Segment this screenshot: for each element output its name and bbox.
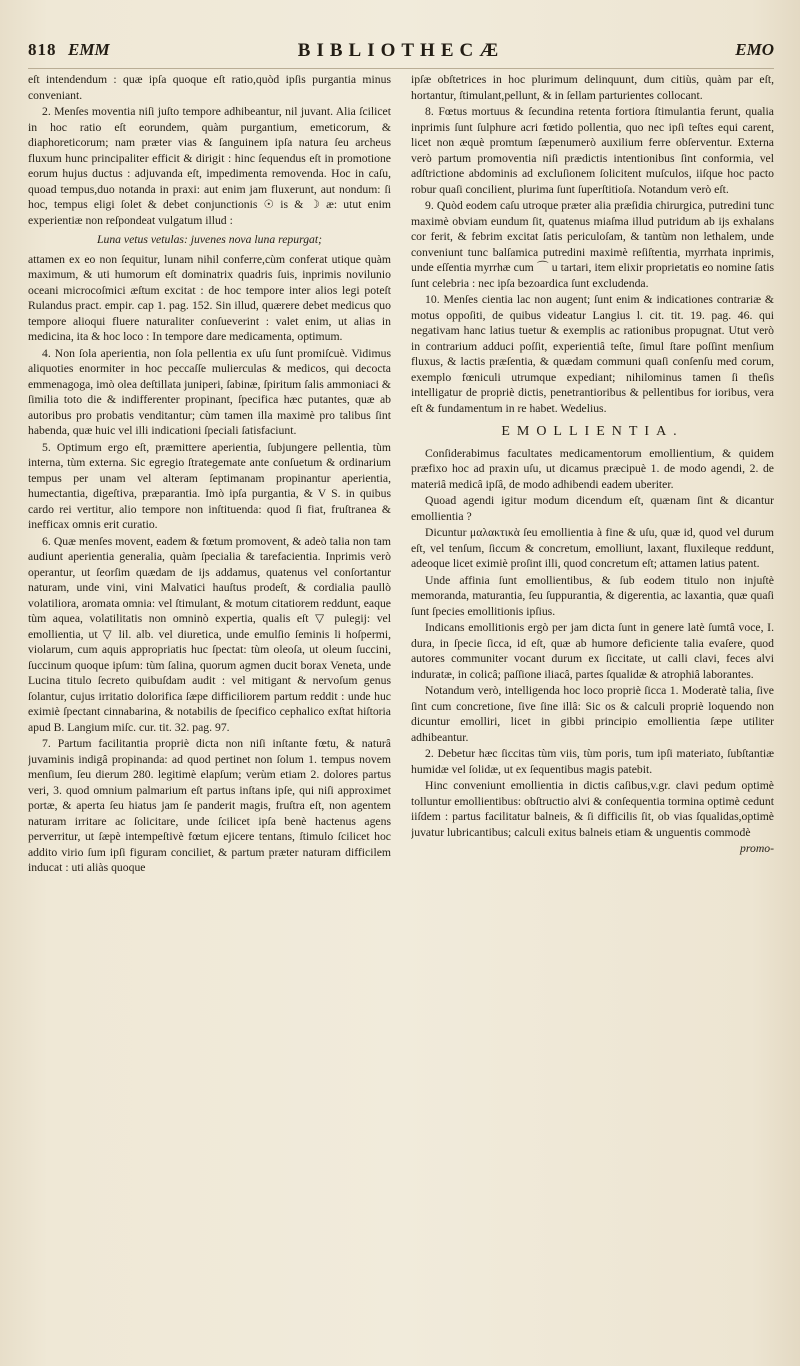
verse-line: Luna vetus vetulas: juvenes nova luna repurgat; [96,233,323,246]
paragraph: Hinc conveniunt emollientia in dictis caſibus,v.gr. clavi pedum optimè tolluntur emollientibus: obſtructio alvi & conſequentia tormina optimè cedunt iiſdem : partus facilitatur balneis, & ſi difficilis ſit, ob vias ſqualidas,optimè juvatur lubricantibus; calculi exitus balneis etiam & unguentis commodè [411,779,774,839]
left-column [28,72,391,1342]
paragraph: Indicans emollitionis ergò per jam dicta ſunt in genere latè ſumtâ voce, I. dura, in ſpecie ſicca, id eſt, quæ ab humore deficiente talia evaſere, quod autores communiter vocant durum ex ſiccitate, ut calli clavi, feces alvi induratæ, in colicâ; paſſione iliacâ, partes ſqualidæ & atrophiâ laborantes. [411,621,774,681]
paragraph: 9. Quòd eodem caſu utroque præter alia præſidia chirurgica, putredini tunc maximè obviam eundum ſit, quatenus miaſma illud putridum ab ijs exhalans cor ferit, & febrim excitat ſatis periculoſam, & tantùm non lethalem, unde conveniunt tunc balſamica putredini maximè reſiſtentia, myrrhata inprimis, unde eſſentia myrrhæ cum ⌒ u tartari, item elixir proprietatis eo nomine ſatis ſunt celebria : nec ipſa bezoardica ſunt excludenda. [411,199,774,290]
header-rule [28,68,774,69]
paragraph: 4. Non ſola aperientia, non ſola pellentia ex uſu ſunt promiſcuè. Vidimus aliquoties enormiter in hoc peccaſſe mulierculas & medicos, qui decocta emmenagoga, imò olea deſtillata juniperi, ſabinæ, ſpiritum ſalis ammoniaci & ſimilia toto die & indifferenter propinant, ſpecifica hæc putantes, quæ ab autoribus pro probatis venditantur; cùm tamen illa maximè pro talibus ſint habenda, quæ huic vel illi indicationi ſpeciali ſatisfaciunt. [28,346,391,437]
paragraph: 6. Quæ menſes movent, eadem & fœtum promovent, & adeò talia non tam audiunt aperientia generalia, quàm ſpecialia & tarefacientia. Inprimis verò operantur, ut ſeorſim quædam de ijs addamus, quatenus vel conſortantur naturam, unde vini, vini Malvatici hauſtus prodeſt, & cordialia paullò volatiliora, aromata omnia: vel ſtimulant, & motum citatiorem reddunt, eaque tùm aquea, volatilitatis non omninò expertia, qualis eſt ▽ pulegij: vel emollientia, ut ▽ lil. alb. vel diuretica, unde emulſio ſeminis li hoſpermi, violarum, cum aquis appropriatis huc ſpectat: tùm oleoſa, ut oleum ſuccini, ſuccinum quoque ipſum: tùm ſalina, quorum agmen ducit borax Veneta, unde Lucina titulo ſecreto quibuſdam audit : vel mitigant & nervoſum genus ſolantur, cujus irritatio dolorifica ſæpe difficiliorem partum reddit : unde huc eximiè ſpectant cinnabarina, & notabilis de ſpecifico cephalico exſtat hiſtoria apud B. Langium miſc. cur. tit. 32. pag. 97. [28,534,391,734]
paragraph: 10. Menſes cientia lac non augent; ſunt enim & indicationes contrariæ & motus oppoſiti, de quibus videatur Langius l. cit. tit. 19. pag. 46. qui negativam hanc latius tuetur & exemplis ac rationibus propugnat. Utut verò in contrarium adduci poſſit, experientiâ teſte, ſimul ſtare poſſint menſium fluxus, & lactis præſentia, & quædam communi quaſi conſenſu med corum, exemplo fœniculi utrumque expediant; nihilominus tamen ſi theſis intelligatur de propriè dictis, penetrantioribus & pellentibus for ioribus, vera eſt & fundamentum in re habet. Wedelius. [411,293,774,415]
section-heading: EMOLLIENTIA. [501,424,684,439]
two-column-body [28,72,774,1342]
paragraph: 2. Debetur hæc ſiccitas tùm viis, tùm poris, tum ipſi materiato, ſubſtantiæ humidæ vel ſolidæ, ut ex ſequentibus magis patebit. [411,747,774,776]
paragraph: 7. Partum facilitantia propriè dicta non niſi inſtante fœtu, & naturâ juvaminis indigâ propinanda: ad quod pertinet non ſolum 1. tempus novem menſium, ſeu dierum 280. legitimè elapſum; verùm etiam 2. dolores partus veri, 3. quod omnium palmarium eſt partus inſtans ipſe, qui niſi approximet portæ, & aperta ſeu hiatus jam ſe panderit magis, fruſtra eſt, non agentem naturam irritare ac ſolicitare, unde ſcilicet ipſa benè hactenus agens perverritur, ut ſæpè intempeſtivè fœtum ejicere tentans, ſtimulo ſcilicet hoc addito virio ſum ipſi figuram conciliet, & partum præter naturam difficilem inducat : uti aliàs quoque [28,737,391,874]
paragraph: Quoad agendi igitur modum dicendum eſt, quænam ſint & dicantur emollientia ? [411,494,774,523]
paragraph: Notandum verò, intelligenda hoc loco propriè ſicca 1. Moderatè talia, ſive ſint cum concretione, ſive ſine illâ: Sic os & calculi propriè loquendo non dicuntur emolliri, licet in gibbi principio emollientia ſæpe utiliter adhibeantur. [411,684,774,744]
paragraph: 2. Menſes moventia niſi juſto tempore adhibeantur, nil juvant. Alia ſcilicet in hoc ratio eſt eorundem, quàm purgantium, emeticorum, & diaphoreticorum; nam præter vias & ſanguinem ipſa natura ſeu archeus fluxum hunc principaliter efficit & dirigit : hinc ſequendus eſt in promotione eorum hujus ductus : adjuvanda eſt, impedimenta removenda. Hoc in caſu, quoad tempus,duo notanda in praxi: aut enim jam fluxerunt, aut nondum: ſi hoc, tempus eligi ſolet & debet conjunctionis ☉ is & ☽ æ: utut enim experientiæ non reſpondeat vulgatum illud : [28,105,391,227]
right-column [411,72,774,1342]
paragraph: eſt intendendum : quæ ipſa quoque eſt ratio,quòd ipſis purgantia minus conveniant. [28,73,391,102]
paragraph: 5. Optimum ergo eſt, præmittere aperientia, ſubjungere pellentia, tùm interna, tùm externa. Sic egregio ſtrategemate ante conſuetum & ordinarium tempus per unam vel alteram ſeptimanam propinantur aperientia, humectantia, digeſtiva, præparantia. Imò ipſa purgantia, & V S. in quibus cardo rei vertitur, alio tempore non inſtituenda: quod ſi fiat, fruſtranea & inefficax omnis erit curatio. [28,440,391,531]
header-title: BIBLIOTHECÆ [297,40,505,61]
paragraph: attamen ex eo non ſequitur, lunam nihil conferre,cùm conferat utique quàm maximum, & uti humorum eſt dominatrix quadris ſuis, inprimis novilunio oceani microcoſmici æſtum excitat : de hoc tempore inter alios legi poteſt Rulandus pract. empir. cap 1. pag. 152. Sin illud, quærere debet medicus quo tempore alioqui fluere naturaliter conſueverint : valet enim, ut alias in medicina, ita & hoc loco : In tempore dare medicamenta, optimum. [28,252,391,343]
paragraph: Conſiderabimus facultates medicamentorum emollientium, & quidem præfixo hoc ad praxin uſu, ut dicamus præcipuè 1. de modo agendi, 2. de materiâ medicâ ipſâ, de modo adhibendi eadem uberiter. [411,446,774,491]
paragraph: ipſæ obſtetrices in hoc plurimum delinquunt, dum citiùs, quàm par eſt, hortantur, ſtimulant,pellunt, & in ſellam parturientes collocant. [411,73,774,102]
page-number: 818 [28,40,57,59]
header-left-keyword: EMM [68,40,110,59]
running-header [28,40,774,66]
paragraph: 8. Fœtus mortuus & ſecundina retenta fortiora ſtimulantia ferunt, qualia inprimis ſunt ſulphure acri fœtido pollentia, quo nec ipſi teſtes equi carent, licet non æquè promtum ſæpenumerò auxilium ferre obſerventur. Externa verò partum promoventia niſi prædictis intentionibus ſint conformia, vel adſtrictione abdominis ad excluſionem ſolicitent muſculos, iiſque hoc pacto robur quaſi concilient, plurima ſunt ſuperſtitioſa. Notandum verò eſt. [411,105,774,196]
header-right-keyword: EMO [735,40,774,59]
paragraph: Unde affinia ſunt emollientibus, & ſub eodem titulo non injuſtè memoranda, maturantia, ſeu ſuppurantia, & digerentia, ac laxantia, quæ quaſi ſunt ſpecies emollitionis ipſius. [411,573,774,618]
paragraph: Dicuntur μαλακτικὰ ſeu emollientia à fine & uſu, quæ id, quod vel durum eſt, vel tenſum, ſiccum & concretum, emolliunt, laxant, fluxileque reddunt, adeoque licet eximiè proſint illi, quod concretum eſt; attamen latius patent. [411,526,774,570]
catchword: promo- [740,842,774,855]
